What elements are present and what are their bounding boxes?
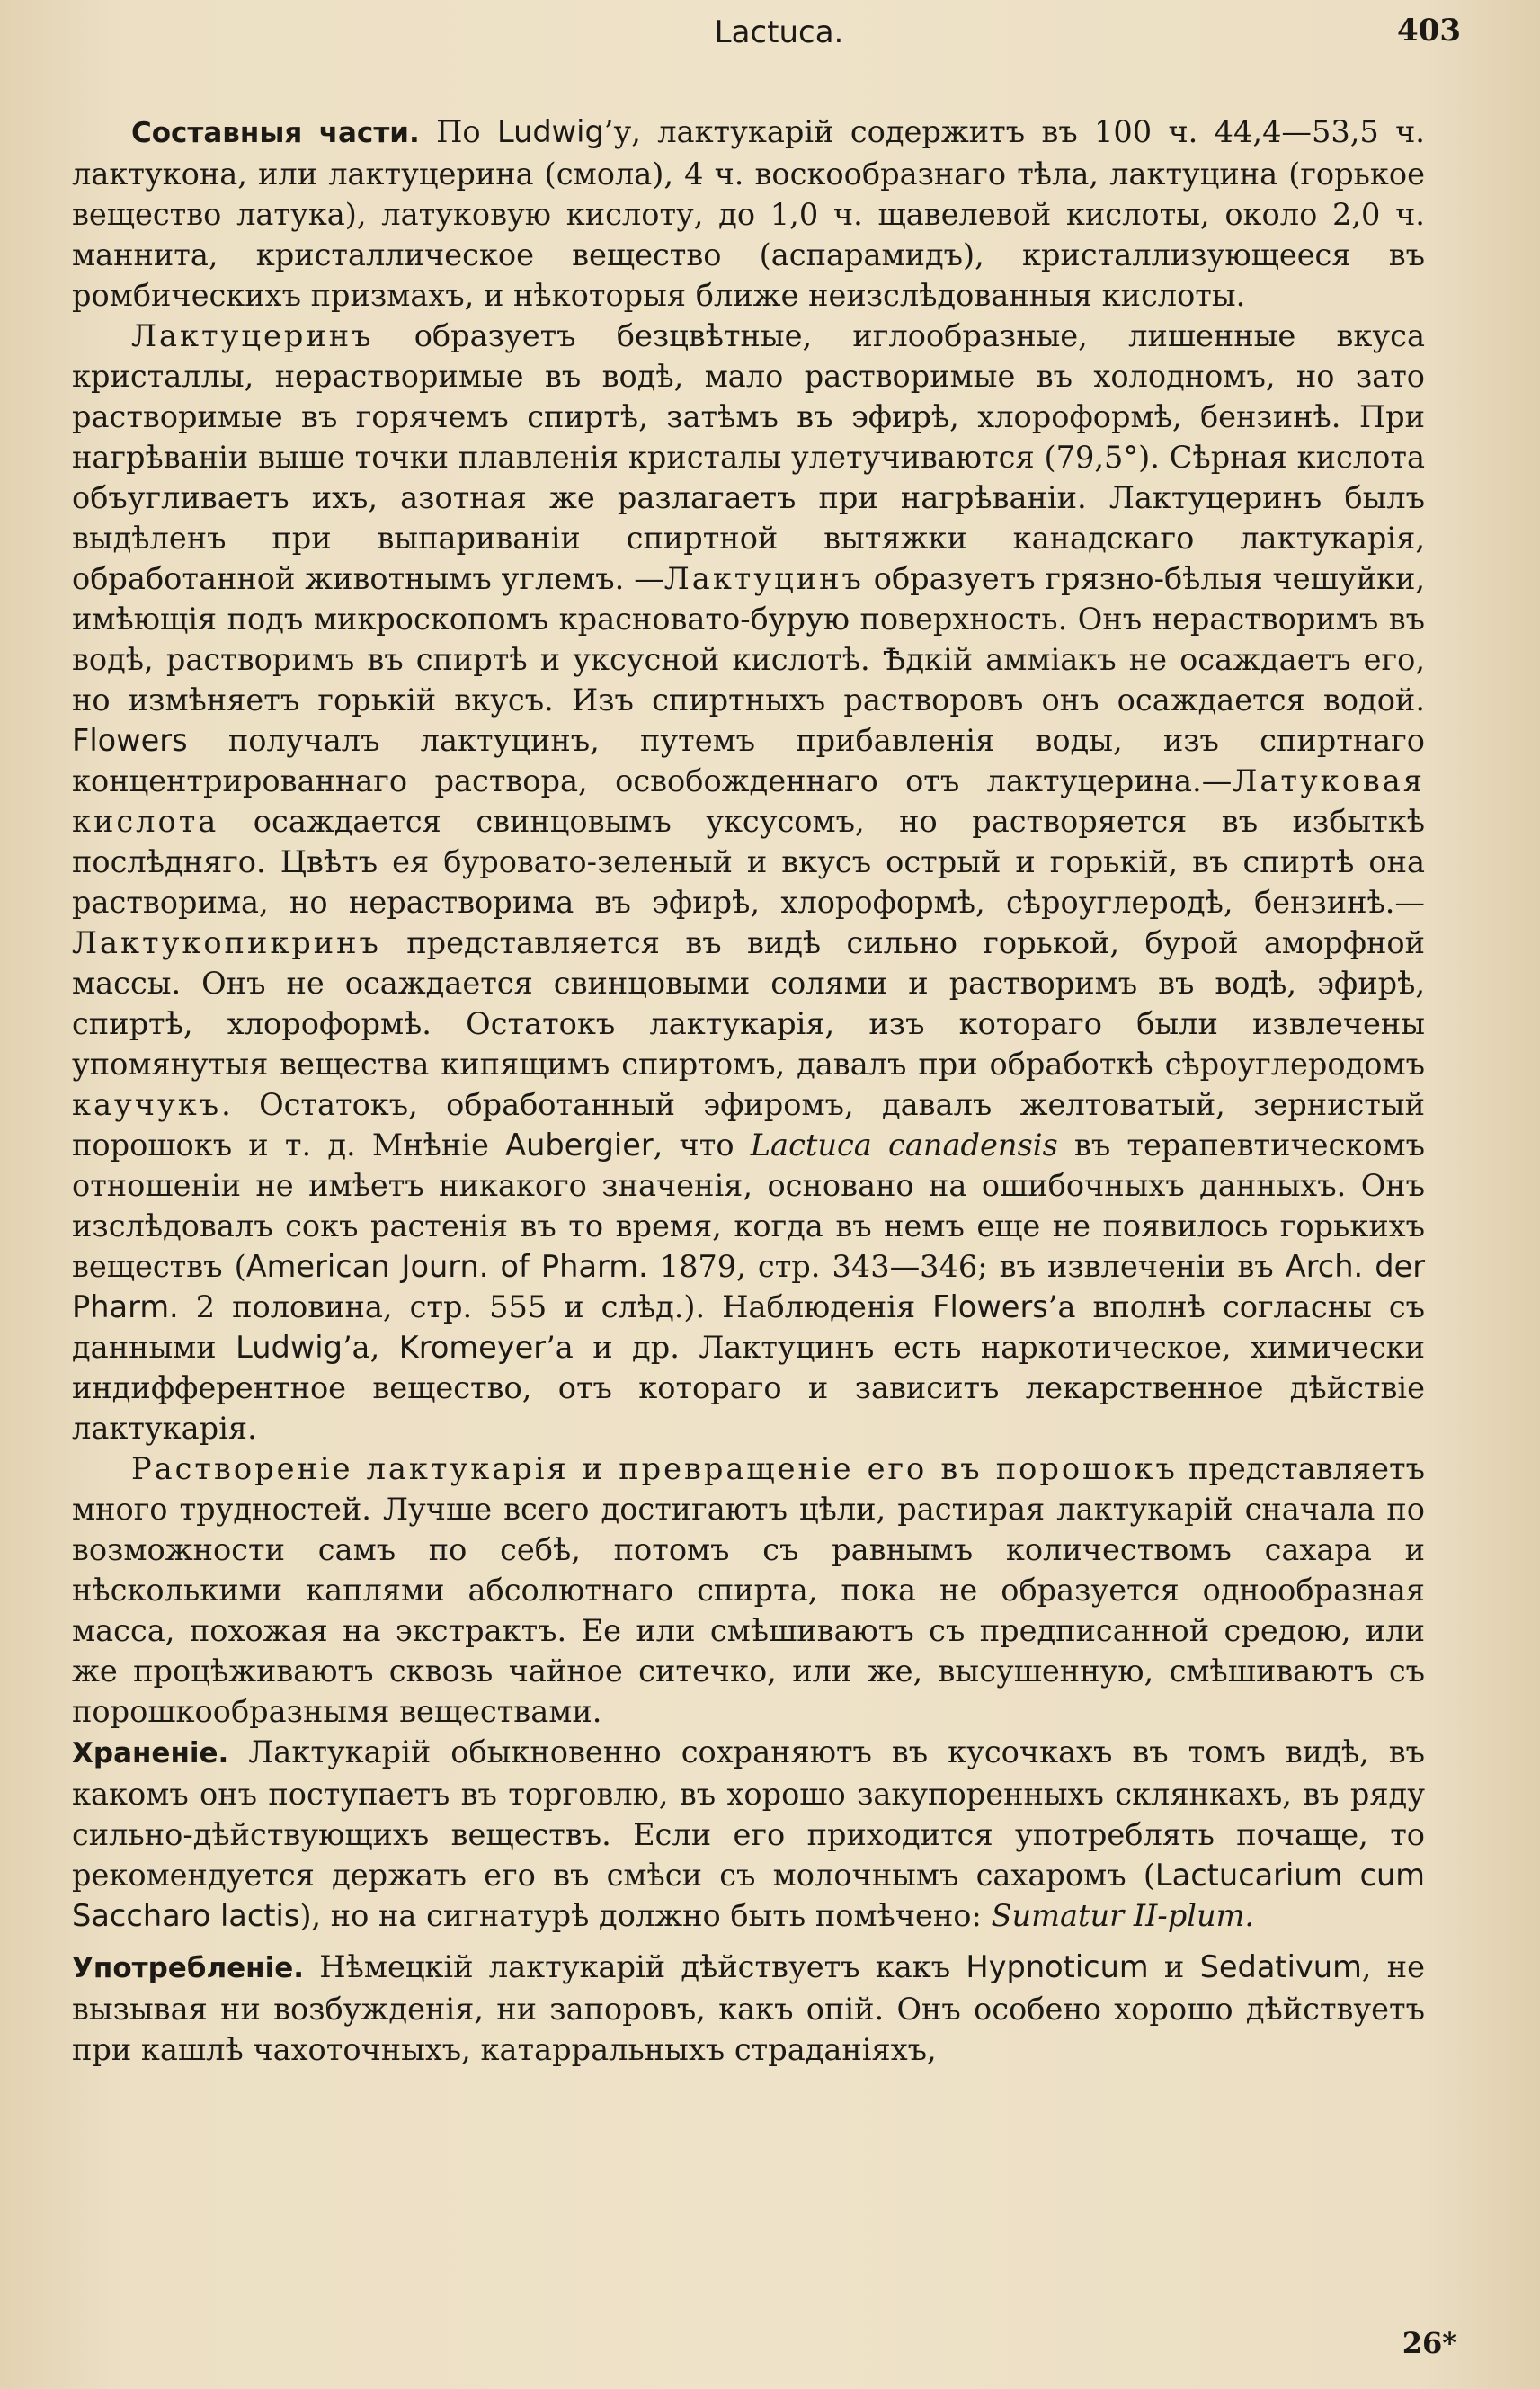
latin-lactucarium-cum-saccharo: Lactucarium cum Saccharo lactis: [72, 1858, 1425, 1933]
citation-american-journal: American Journ. of Pharm.: [245, 1249, 648, 1284]
section-heading-storage: Храненіе.: [72, 1737, 229, 1769]
name-ludwig-2: Ludwig: [236, 1330, 343, 1365]
name-aubergier: Aubergier: [505, 1128, 654, 1163]
term-lactucic-acid: Латуковая кислота: [72, 763, 1425, 839]
latin-sumatur: Sumatur II-plum.: [991, 1898, 1255, 1933]
term-dissolution: Раствореніе лактукарія и превращеніе его въ порошокъ: [131, 1451, 1178, 1486]
signature-mark: 26*: [1402, 2326, 1457, 2360]
term-rubber: каучукъ: [72, 1087, 222, 1122]
name-flowers-2: Flowers: [932, 1289, 1048, 1324]
running-header: [72, 13, 1486, 67]
term-lactucin: Лактуцинъ: [663, 561, 864, 596]
species-lactuca-canadensis: Lactuca canadensis: [750, 1128, 1058, 1163]
term-sedativum: Sedativum: [1199, 1949, 1362, 1984]
body-text: [72, 111, 1425, 2070]
paragraph-usage: Употребленіе. Нѣмецкій лактукарій дѣйствуетъ какъ Hypnoticum и Sedativum, не вызывая ни возбужденія, ни запоровъ, какъ опій. Онъ особено хорошо дѣйствуетъ при кашлѣ чахоточныхъ, катарральныхъ страданіяхъ,: [72, 1949, 1425, 2067]
paragraph-lactucerin: Лактуцеринъ образуетъ безцвѣтные, иглообразные, лишенные вкуса кристаллы, нерастворимые въ водѣ, мало растворимые въ холодномъ, но зато растворимые въ горячемъ спиртѣ, затѣмъ въ эфирѣ, хлороформѣ, бензинѣ. При нагрѣваніи выше точки плавленія кристалы улетучиваются (79,5°). Сѣрная кислота объугливаетъ ихъ, азотная же разлагаетъ при нагрѣваніи. Лактуцеринъ былъ выдѣленъ при выпариваніи спиртной вытяжки канадскаго лактукарія, обработанной животнымъ углемъ. —Лактуцинъ образуетъ грязно-бѣлыя чешуйки, имѣющія подъ микроскопомъ красновато-бурую поверхность. Онъ нерастворимъ въ водѣ, растворимъ въ спиртѣ и уксусной кислотѣ. Ѣдкій амміакъ не осаждаетъ его, но измѣняетъ горькій вкусъ. Изъ спиртныхъ растворовъ онъ осаждается водой. Flowers получалъ лактуцинъ, путемъ прибавленія воды, изъ спиртнаго концентрированнаго раствора, освобожденнаго отъ лактуцерина.—Латуковая кислота осаждается свинцовымъ уксусомъ, но растворяется въ избыткѣ послѣдняго. Цвѣтъ ея буровато-зеленый и вкусъ острый и горькій, въ спиртѣ она растворима, но нерастворима въ эфирѣ, хлороформѣ, сѣроуглеродѣ, бензинѣ.—Лактукопикринъ представляется въ видѣ сильно горькой, бурой аморфной массы. Онъ не осаждается свинцовыми солями и растворимъ въ водѣ, эфирѣ, спиртѣ, хлороформѣ. Остатокъ лактукарія, изъ котораго были извлечены упомянутыя вещества кипящимъ спиртомъ, давалъ при обработкѣ сѣроуглеродомъ каучукъ. Остатокъ, обработанный эфиромъ, давалъ желтоватый, зернистый порошокъ и т. д. Мнѣніе Aubergier, что Lactuca canadensis въ терапевтическомъ отношеніи не имѣетъ никакого значенія, основано на ошибочныхъ данныхъ. Онъ изслѣдовалъ сокъ растенія въ то время, когда въ немъ еще не появилось горькихъ веществъ (American Journ. of Pharm. 1879, стр. 343—346; въ извлеченіи въ Arch. der Pharm. 2 половина, стр. 555 и слѣд.). Наблюденія Flowers’а вполнѣ согласны съ данными Ludwig’а, Kromeyer’а и др. Лактуцинъ есть наркотическое, химически индифферентное вещество, отъ котораго и зависитъ лекарственное дѣйствіе лактукарія.: [72, 318, 1426, 1446]
paragraph-storage: Храненіе. Лактукарій обыкновенно сохраняютъ въ кусочкахъ въ томъ видѣ, въ какомъ онъ поступаетъ въ торговлю, въ хорошо закупоренныхъ склянкахъ, въ ряду сильно-дѣйствующихъ веществъ. Если его приходится употреблять почаще, то рекомендуется держать его въ смѣси съ молочнымъ сахаромъ (Lactucarium cum Saccharo lactis), но на сигнатурѣ должно быть помѣчено: Sumatur II-plum.: [72, 1734, 1425, 1933]
page-number: 403: [1397, 13, 1461, 49]
name-ludwig: Ludwig: [496, 114, 604, 149]
section-heading-constituents: Составныя части.: [131, 117, 420, 149]
section-heading-usage: Употребленіе.: [72, 1952, 305, 1984]
name-flowers: Flowers: [72, 723, 188, 758]
term-hypnoticum: Hypnoticum: [966, 1949, 1149, 1984]
running-title: Lactuca.: [714, 14, 844, 50]
paragraph-constituents: Составныя части. По Ludwig’у, лактукарій содержитъ въ 100 ч. 44,4—53,5 ч. лактукона, или лактуцерина (смола), 4 ч. воскообразнаго тѣла, лактуцина (горькое вещество латука), латуковую кислоту, до 1,0 ч. щавелевой кислоты, около 2,0 ч. маннита, кристаллическое вещество (аспарамидъ), кристаллизующееся въ ромбическихъ призмахъ, и нѣкоторыя ближе неизслѣдованныя кислоты.: [72, 114, 1425, 313]
name-kromeyer: Kromeyer: [398, 1330, 547, 1365]
term-lactucopicrin: Лактукопикринъ: [72, 925, 381, 960]
citation-archiv-pharm: Arch. der Pharm.: [72, 1249, 1426, 1324]
term-lactucerin: Лактуцеринъ: [131, 318, 374, 353]
paragraph-dissolution: Раствореніе лактукарія и превращеніе его въ порошокъ представляетъ много трудностей. Лучше всего достигаютъ цѣли, растирая лактукарій сначала по возможности самъ по себѣ, потомъ съ равнымъ количествомъ сахара и нѣсколькими каплями абсолютнаго спирта, пока не образуется однообразная масса, похожая на экстрактъ. Ее или смѣшиваютъ съ предписанной средою, или же процѣживаютъ сквозь чайное ситечко, или же, высушенную, смѣшиваютъ съ порошкообразнымя веществами.: [72, 1451, 1425, 1729]
